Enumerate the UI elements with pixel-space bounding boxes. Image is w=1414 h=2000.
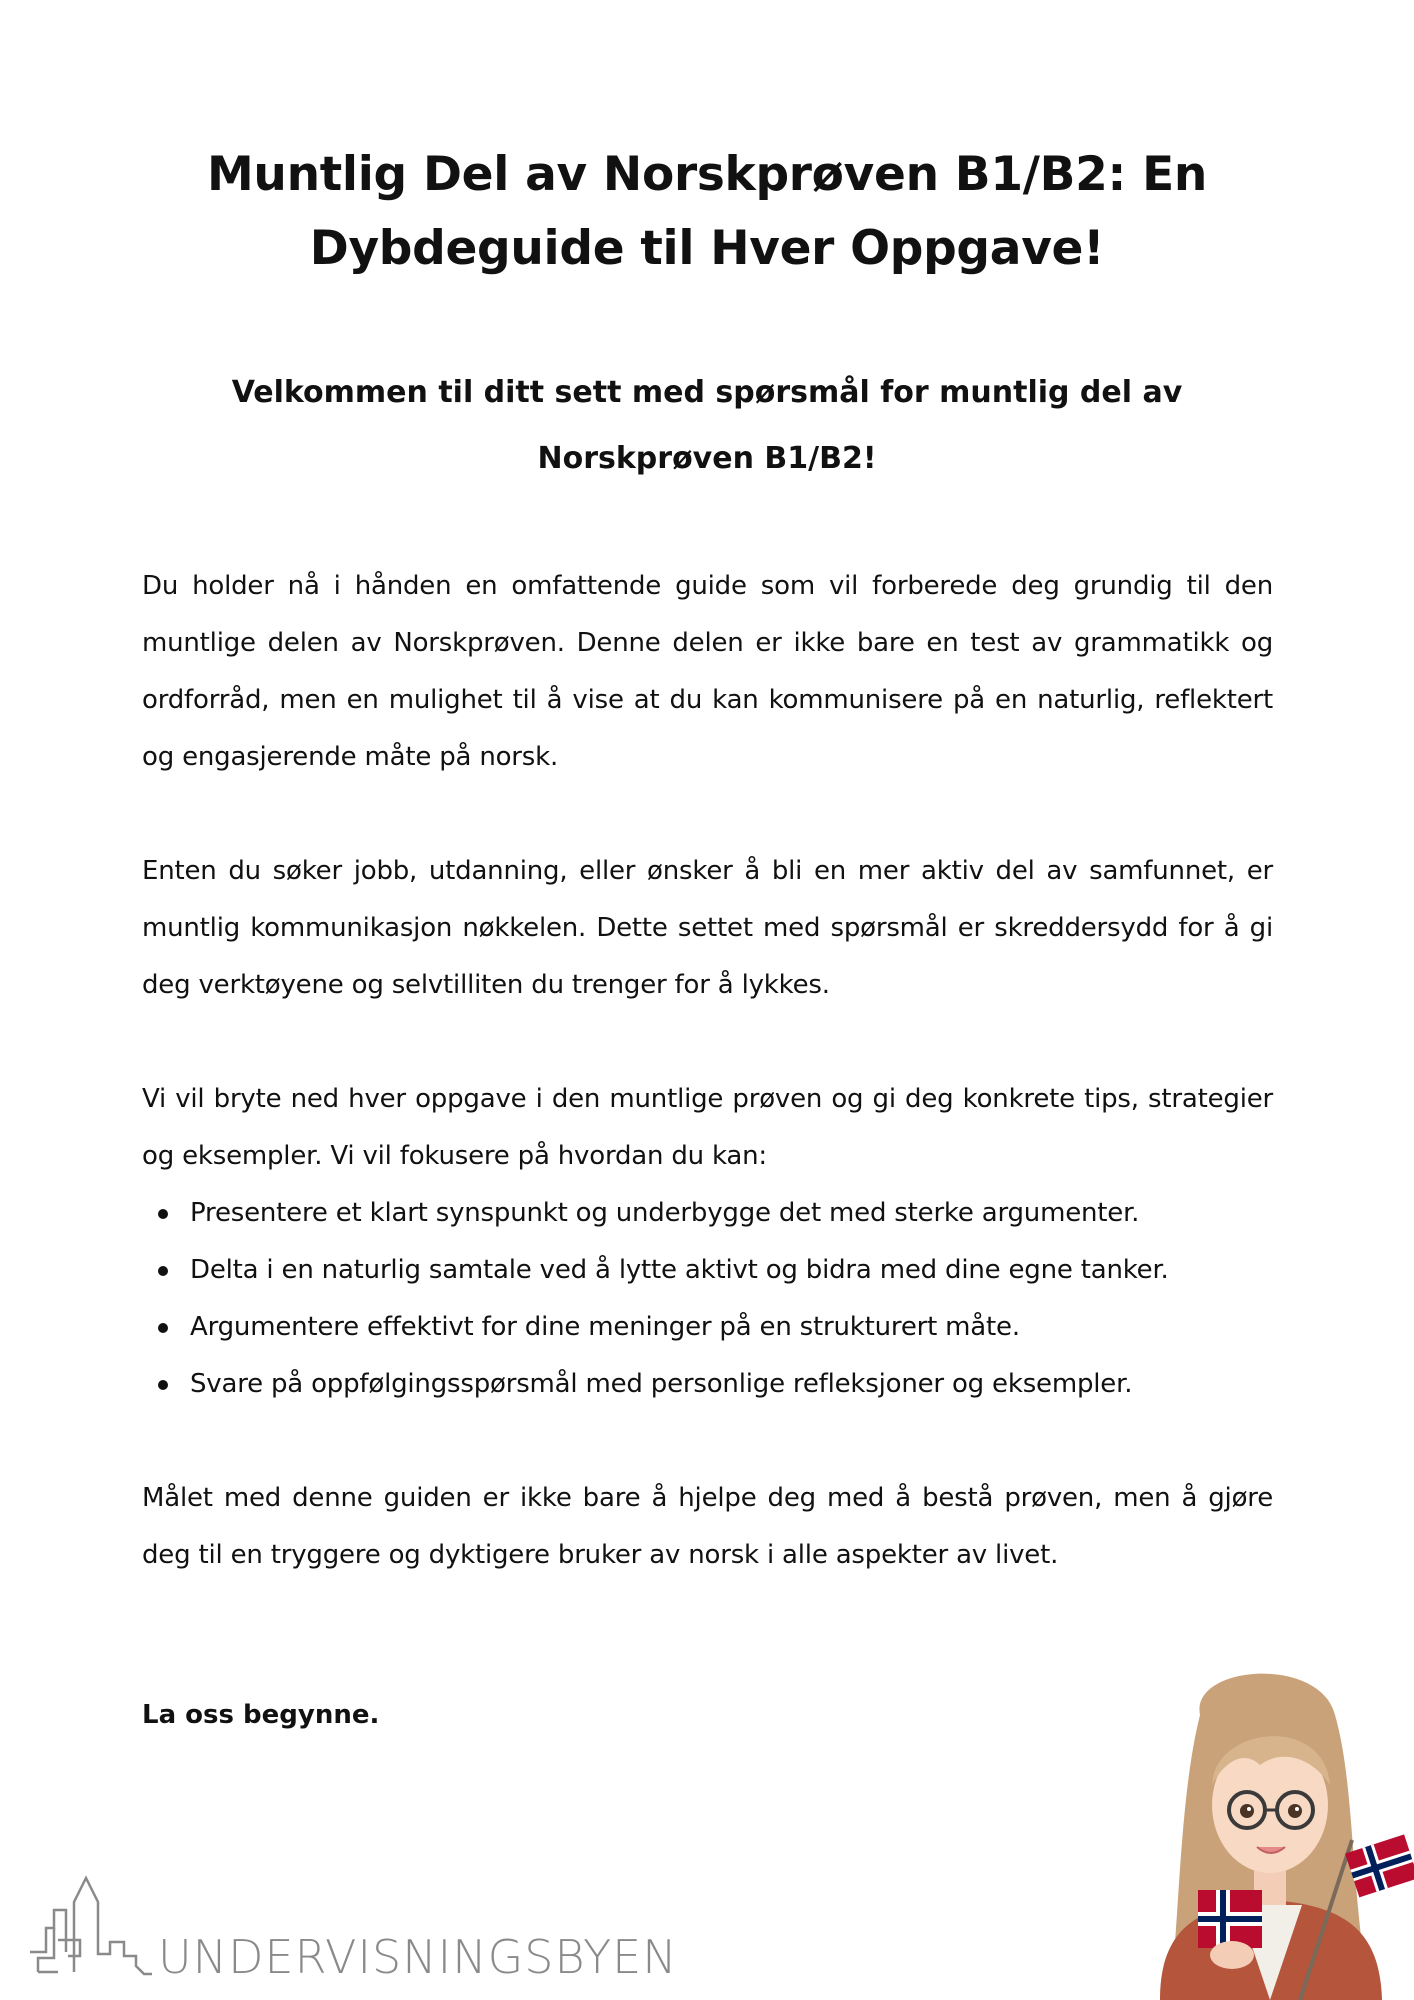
- list-item-text: Argumentere effektivt for dine meninger på en strukturert måte.: [190, 1312, 1020, 1342]
- page-title: Muntlig Del av Norskprøven B1/B2: En Dybdeguide til Hver Oppgave!: [206, 147, 1208, 276]
- closing-text: La oss begynne.: [142, 1700, 380, 1730]
- bullet-icon: [158, 1380, 168, 1390]
- subtitle: Velkommen til ditt sett med spørsmål for muntlig del av Norskprøven B1/B2!: [231, 375, 1183, 476]
- goal-paragraph: Målet med denne guiden er ikke bare å hjelpe deg med å bestå prøven, men å gjøre deg til en tryggere og dyktigere bruker av norsk i alle aspekter av livet.: [142, 1483, 1273, 1570]
- list-item: [142, 1185, 1273, 1242]
- motivation-paragraph: Enten du søker jobb, utdanning, eller ønsker å bli en mer aktiv del av samfunnet, er muntlig kommunikasjon nøkkelen. Dette settet med spørsmål er skreddersydd for å gi deg verktøyene og selvtilliten du trenger for å lykkes.: [142, 856, 1273, 1000]
- focus-list: [142, 1185, 1273, 1413]
- list-item: [142, 1356, 1273, 1413]
- list-item: [142, 1242, 1273, 1299]
- list-item-text: Presentere et klart synspunkt og underbygge det med sterke argumenter.: [190, 1198, 1140, 1228]
- bullet-icon: [158, 1266, 168, 1276]
- focus-paragraph: Vi vil bryte ned hver oppgave i den muntlige prøven og gi deg konkrete tips, strategier og eksempler. Vi vil fokusere på hvordan du kan:: [142, 1084, 1273, 1171]
- bullet-icon: [158, 1323, 168, 1333]
- girl-with-norwegian-flags-illustration: [1120, 1655, 1414, 2000]
- bullet-icon: [158, 1209, 168, 1219]
- list-item-text: Svare på oppfølgingsspørsmål med personlige refleksjoner og eksempler.: [190, 1369, 1133, 1399]
- brand-wordmark: UNDERVISNINGSBYEN: [158, 1930, 678, 1984]
- list-item-text: Delta i en naturlig samtale ved å lytte aktivt og bidra med dine egne tanker.: [190, 1255, 1169, 1285]
- intro-paragraph: Du holder nå i hånden en omfattende guide som vil forberede deg grundig til den muntlige delen av Norskprøven. Denne delen er ikke bare en test av grammatikk og ordforråd, men en mulighet til å vise at du kan kommunisere på en naturlig, reflektert og engasjerende måte på norsk.: [142, 571, 1273, 772]
- list-item: [142, 1299, 1273, 1356]
